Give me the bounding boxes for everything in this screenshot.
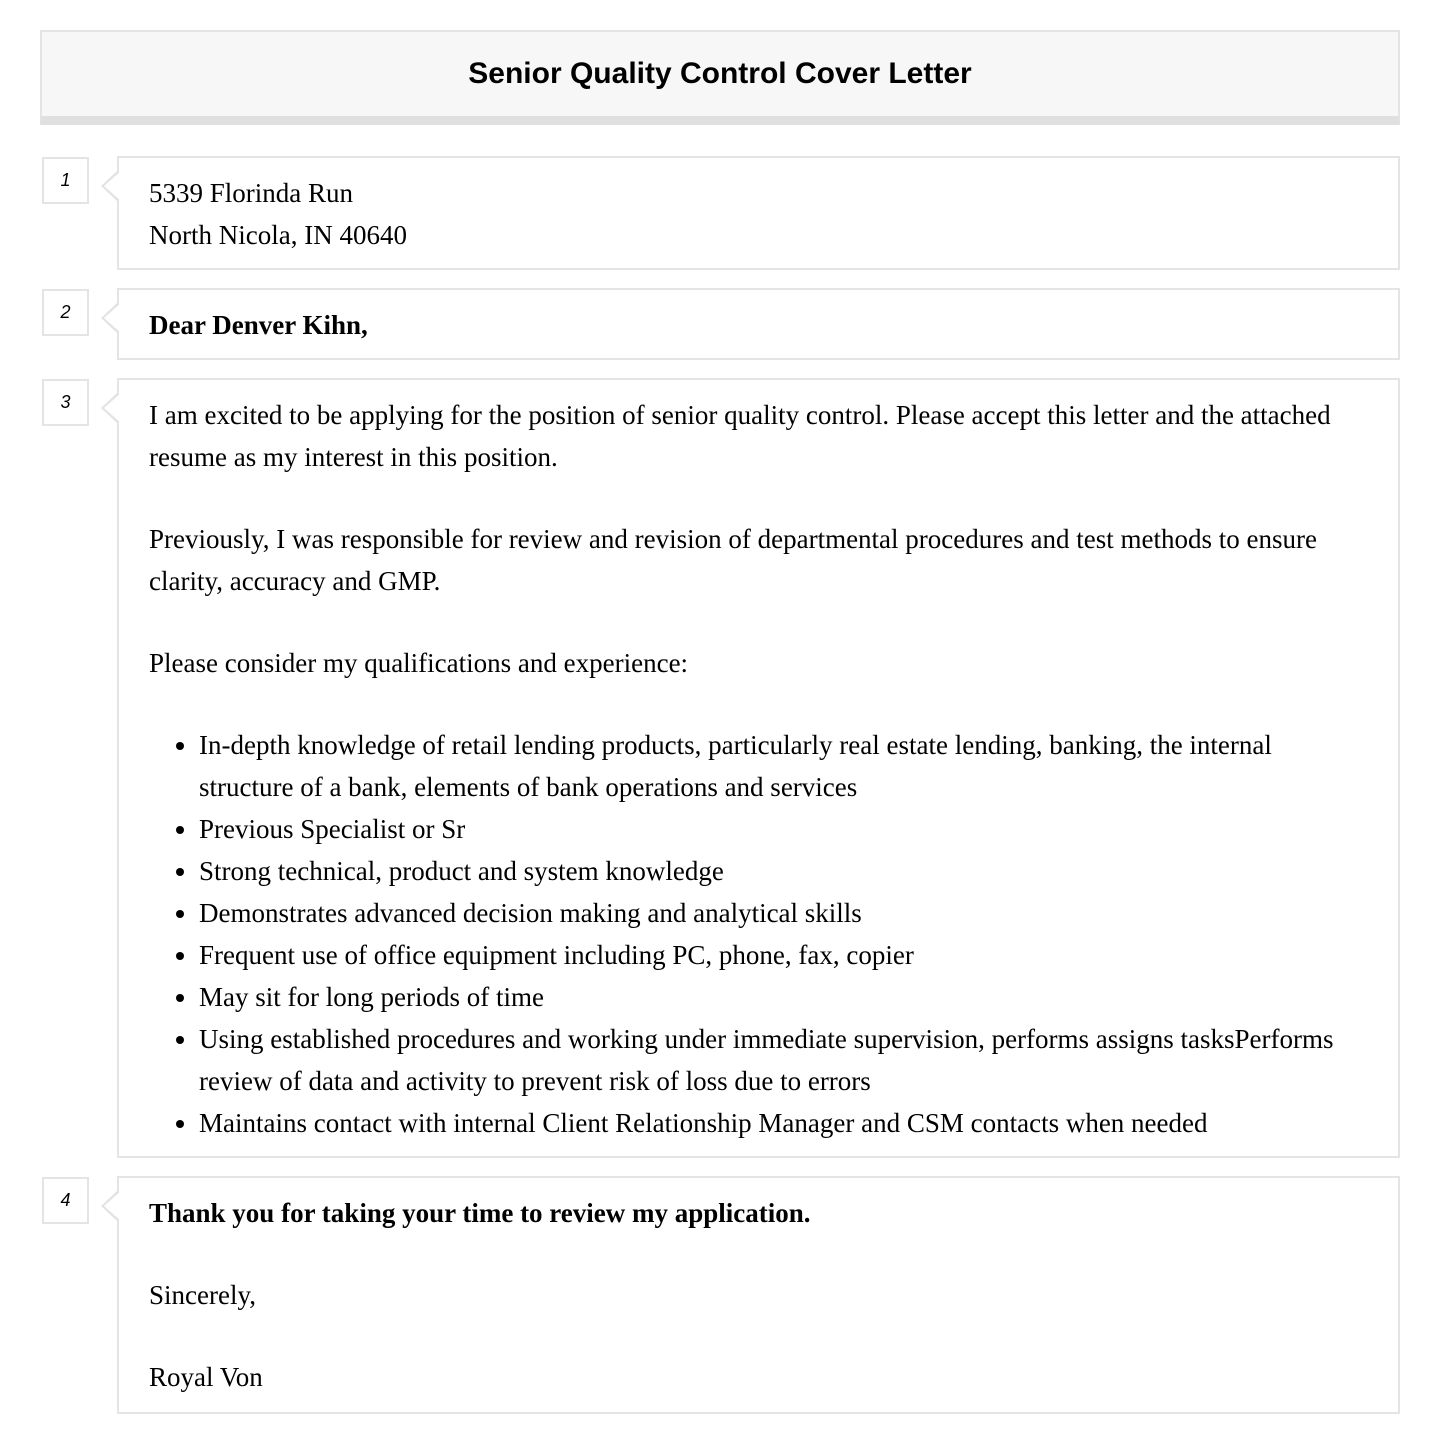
section-number: 4	[42, 1177, 89, 1224]
consider-paragraph: Please consider my qualifications and experience:	[149, 648, 689, 678]
previous-paragraph: Previously, I was responsible for review and revision of departmental procedures and test methods to ensure clarity, accuracy and GMP.	[149, 524, 1317, 596]
qualifications-list	[149, 724, 1368, 1144]
section-content	[117, 156, 1400, 270]
list-item: • Maintains contact with internal Client Relationship Manager and CSM contacts when needed	[199, 1102, 1368, 1144]
closing: Sincerely,	[149, 1280, 256, 1310]
section-content	[117, 378, 1400, 1158]
list-item: • May sit for long periods of time	[199, 976, 1368, 1018]
page-title: Senior Quality Control Cover Letter	[468, 57, 972, 90]
page-header	[40, 30, 1400, 125]
thanks-line: Thank you for taking your time to review my application.	[149, 1198, 811, 1228]
list-item: • In-depth knowledge of retail lending products, particularly real estate lending, banking, the internal structure of a bank, elements of bank operations and services	[199, 724, 1368, 808]
section-content	[117, 1176, 1400, 1414]
list-item: • Demonstrates advanced decision making and analytical skills	[199, 892, 1368, 934]
signature: Royal Von	[149, 1362, 263, 1392]
address-line-2: North Nicola, IN 40640	[149, 220, 407, 250]
section-number: 1	[42, 157, 89, 204]
intro-paragraph: I am excited to be applying for the position of senior quality control. Please accept this letter and the attached resume as my interest in this position.	[149, 400, 1331, 472]
greeting: Dear Denver Kihn,	[149, 310, 368, 340]
section-content	[117, 288, 1400, 360]
section-number: 2	[42, 289, 89, 336]
address-line-1: 5339 Florinda Run	[149, 178, 354, 208]
list-item: • Strong technical, product and system knowledge	[199, 850, 1368, 892]
list-item: • Previous Specialist or Sr	[199, 808, 1368, 850]
list-item: • Using established procedures and working under immediate supervision, performs assigns tasksPerforms review of data and activity to prevent risk of loss due to errors	[199, 1018, 1368, 1102]
list-item: • Frequent use of office equipment including PC, phone, fax, copier	[199, 934, 1368, 976]
section-number: 3	[42, 379, 89, 426]
